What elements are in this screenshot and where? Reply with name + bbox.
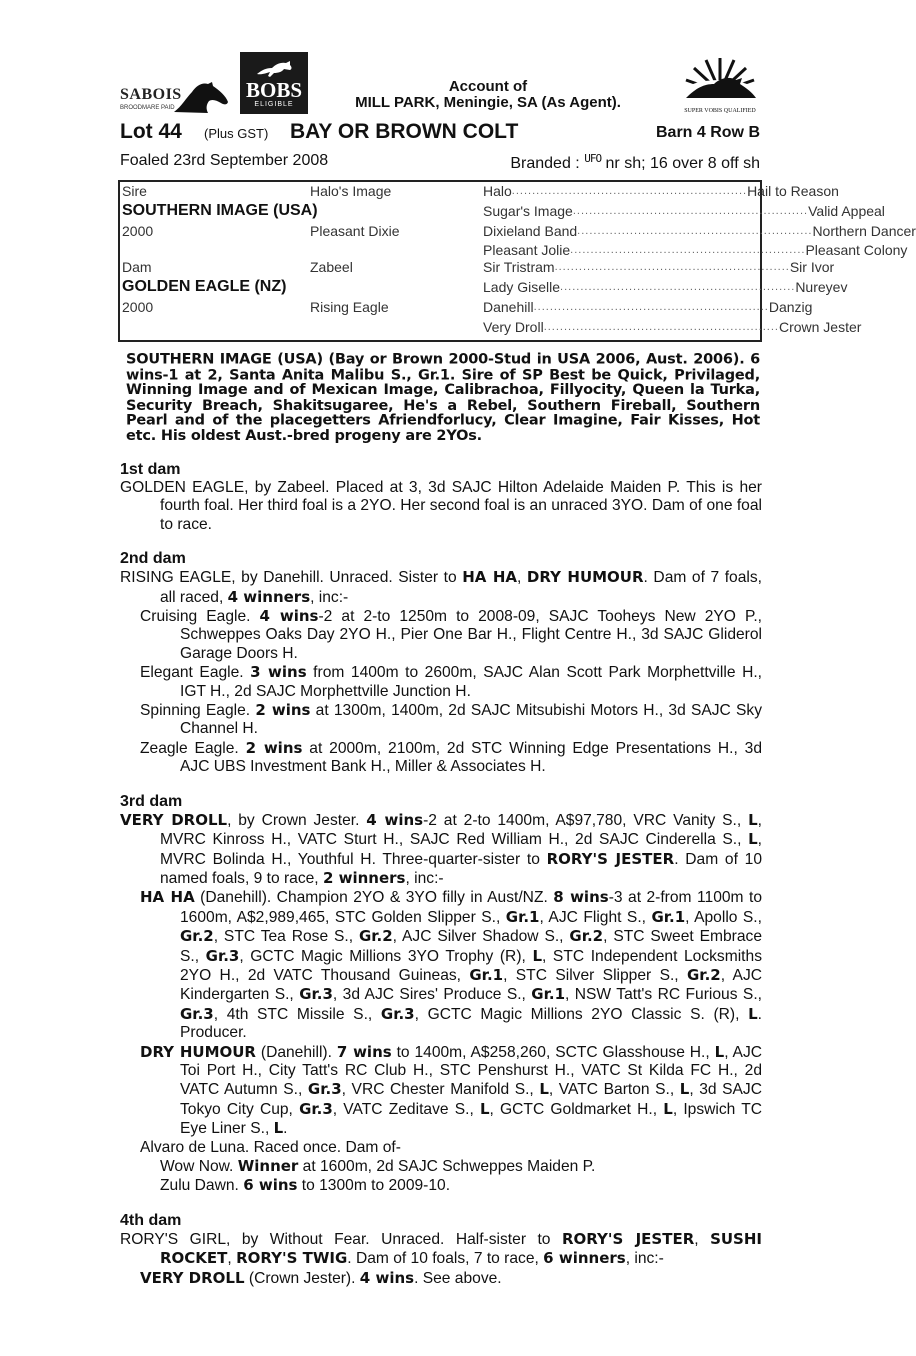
progeny-entry: Cruising Eagle. 4 wins-2 at 2-to 1250m to 2008-09, SAJC Tooheys New 2YO P., Schweppes Oaks Day 2YO H., Pier One Bar H., Flight Centre H., 3d SAJC Gliderol Garage Doors H. [140,607,763,662]
progeny-entry: Alvaro de Luna. Raced once. Dam of- [140,1138,401,1156]
lot-description: BAY OR BROWN COLT [290,120,519,143]
ancestor-row: Lady Giselle .......................................................... Nureyev [483,279,848,295]
fourth-dam-intro: RORY'S GIRL, by Without Fear. Unraced. Half-sister to RORY'S JESTER, SUSHI ROCKET, RORY'S TWIG. Dam of 10 foals, 7 to race, 6 winners, inc:- [120,1229,762,1268]
fourth-dam-section: 4th dam RORY'S GIRL, by Without Fear. Unraced. Half-sister to RORY'S JESTER, SUSHI ROCKET, RORY'S TWIG. Dam of 10 foals, 7 to race, 6 winners, inc:- VERY DROLL (Crown Jester). 4 wins. See above. [120,1211,762,1287]
pedigree-box: Sire SOUTHERN IMAGE (USA) 2000 Halo's Image Pleasant Dixie Dam GOLDEN EAGLE (NZ) 2000 Zabeel Rising Eagle Halo .......................................................... Hail to Reason Sugar's Image .......................................................... Valid Appeal Dixieland Band .......................................................... Northern Dancer Pleasant Jolie .......................................................... Pleasant Colony Sir Tristram .......................................................... Sir Ivor Lady Giselle .......................................................... Nureyev Danehill .......................................................... Danzig Very Droll .......................................................... Crown Jester [118,180,762,342]
barn-location: Barn 4 Row B [655,124,760,141]
ancestor-row: Pleasant Jolie .......................................................... Pleasant Colony [483,242,908,258]
third-dam-section: 3rd dam VERY DROLL, by Crown Jester. 4 wins-2 at 2-to 1400m, A$97,780, VRC Vanity S., L, MVRC Kinross H., VATC Sturt H., SAJC Red William H., 2d SAJC Cinderella S., L, MVRC Bolinda H., Youthful H. Three-quarter-sister to RORY'S JESTER. Dam of 10 named foals, 9 to race, 2 winners, inc:- HA HA (Danehill). Champion 2YO & 3YO filly in Aust/NZ. 8 wins-3 at 2-from 1100m to 1600m, A$2,989,465, STC Golden Slipper S., Gr.1, AJC Flight S., Gr.1, Apollo S., Gr.2, STC Tea Rose S., Gr.2, AJC Silver Shadow S., Gr.2, STC Sweet Embrace S., Gr.3, GCTC Magic Millions 3YO Trophy (R), L, STC Independent Locksmiths 2YO H., 2d VATC Thousand Guineas, Gr.1, STC Silver Slipper S., Gr.2, AJC Kindergarten S., Gr.3, 3d AJC Sires' Produce S., Gr.1, NSW Tatt's RC Furious S., Gr.3, 4th STC Missile S., Gr.3, GCTC Magic Millions 2YO Classic S. (R), L. Producer. DRY HUMOUR (Danehill). 7 wins to 1400m, A$258,260, SCTC Glasshouse H., L, AJC Toi Port H., City Tatt's RC Club H., STC Penshurst H., VATC St Kilda FC H., 2d VATC Autumn S., Gr.3, VRC Chester Manifold S., L, VATC Barton S., L, 3d SAJC Tokyo City Cup, Gr.3, VATC Zeditave S., L, GCTC Goldmarket H., L, Ipswich TC Eye Liner S., L. Alvaro de Luna. Raced once. Dam of- Wow Now. Winner at 1600m, 2d SAJC Schweppes Maiden P. Zulu Dawn. 6 wins to 1300m to 2009-10. [120,792,763,1195]
progeny-entry: DRY HUMOUR (Danehill). 7 wins to 1400m, A$258,260, SCTC Glasshouse H., L, AJC Toi Port H., City Tatt's RC Club H., STC Penshurst H., VATC St Kilda FC H., 2d VATC Autumn S., Gr.3, VRC Chester Manifold S., L, VATC Barton S., L, 3d SAJC Tokyo City Cup, Gr.3, VATC Zeditave S., L, GCTC Goldmarket H., L, Ipswich TC Eye Liner S., L. [140,1042,763,1138]
second-dam-section: 2nd dam RISING EAGLE, by Danehill. Unraced. Sister to HA HA, DRY HUMOUR. Dam of 7 foals, all raced, 4 winners, inc:- Cruising Eagle. 4 wins-2 at 2-to 1250m to 2008-09, SAJC Tooheys New 2YO P., Schweppes Oaks Day 2YO H., Pier One Bar H., Flight Centre H., 3d SAJC Gliderol Garage Doors H. Elegant Eagle. 3 wins from 1400m to 2600m, SAJC Alan Scott Park Morphettville H., IGT H., 2d SAJC Morphettville Junction H. Spinning Eagle. 2 wins at 1300m, 1400m, 2d SAJC Mitsubishi Motors H., 3d SAJC Sky Channel H. Zeagle Eagle. 2 wins at 2000m, 2100m, 2d STC Winning Edge Presentations H., 3d AJC UBS Investment Bank H., Miller & Associates H. [120,550,763,776]
sunburst-horse-icon [678,52,762,106]
grand-progeny-entry: Wow Now. Winner at 1600m, 2d SAJC Schweppes Maiden P. [160,1157,596,1175]
header-logos [118,50,762,118]
second-dam-intro: RISING EAGLE, by Danehill. Unraced. Sister to HA HA, DRY HUMOUR. Dam of 7 foals, all raced, 4 winners, inc:- [120,568,762,606]
dam-name: GOLDEN EAGLE (NZ) [122,278,287,295]
bobs-eligible-logo: BOBS ELIGIBLE [240,52,308,114]
branded-info: Branded : $^{UFO}$ nr sh; 16 over 8 off sh [510,152,760,172]
first-dam-section: 1st dam GOLDEN EAGLE, by Zabeel. Placed at 3, 3d SAJC Hilton Adelaide Maiden P. This is her fourth foal. Her third foal is a 2YO. Her second foal is an unraced 3YO. Dam of one foal to race. [120,461,762,533]
running-horse-icon [254,58,294,78]
vendor-account: Account of MILL PARK, Meningie, SA (As Agent). [355,78,621,111]
ancestor-row: Danehill .......................................................... Danzig [483,299,813,315]
horse-head-icon [172,80,230,114]
gst-note: (Plus GST) [204,126,269,141]
lot-number: Lot 44 [120,120,182,143]
grand-progeny-entry: Zulu Dawn. 6 wins to 1300m to 2009-10. [160,1176,451,1195]
sire-summary: SOUTHERN IMAGE (USA) (Bay or Brown 2000-Stud in USA 2006, Aust. 2006). 6 wins-1 at 2, Santa Anita Malibu S., Gr.1. Sire of SP Best be Quick, Privilaged, Winning Image and of Mexican Image, Calibrachoa, Fillyocity, Queen la Turka, Security Breach, Shakitsugaree, He's a Rebel, Southern Fireball, Southern Pearl and of the placegetters Afriendforlucy, Clear Imagine, Fair Kisses, Hot etc. His oldest Aust.-bred progeny are 2YOs. [126,351,760,444]
progeny-entry: VERY DROLL (Crown Jester). 4 wins. See above. [140,1268,502,1287]
super-vobis-logo: SUPER VOBIS QUALIFIED [678,52,762,114]
ancestor-row: Sir Tristram .......................................................... Sir Ivor [483,259,835,275]
foaled-date: Foaled 23rd September 2008 [120,152,329,169]
ancestor-row: Sugar's Image .......................................................... Valid Appeal [483,203,885,219]
third-dam-intro: VERY DROLL, by Crown Jester. 4 wins-2 at 2-to 1400m, A$97,780, VRC Vanity S., L, MVRC Kinross H., VATC Sturt H., SAJC Red William H., 2d SAJC Cinderella S., L, MVRC Bolinda H., Youthful H. Three-quarter-sister to RORY'S JESTER. Dam of 10 named foals, 9 to race, 2 winners, inc:- [120,810,762,887]
ancestor-row: Very Droll .......................................................... Crown Jester [483,319,862,335]
sabois-logo: SABOIS BROODMARE PAID [120,80,230,114]
sire-name: SOUTHERN IMAGE (USA) [122,202,318,219]
progeny-entry: Spinning Eagle. 2 wins at 1300m, 1400m, 2d SAJC Mitsubishi Motors H., 3d SAJC Sky Channel H. [140,701,762,738]
progeny-entry: Zeagle Eagle. 2 wins at 2000m, 2100m, 2d STC Winning Edge Presentations H., 3d AJC UBS Investment Bank H., Miller & Associates H. [140,738,762,776]
lot-line [118,120,762,150]
ancestor-row: Dixieland Band .......................................................... Northern Dancer [483,223,916,239]
ancestor-row: Halo .......................................................... Hail to Reason [483,183,839,199]
progeny-entry: HA HA (Danehill). Champion 2YO & 3YO filly in Aust/NZ. 8 wins-3 at 2-from 1100m to 1600m, A$2,989,465, STC Golden Slipper S., Gr.1, AJC Flight S., Gr.1, Apollo S., Gr.2, STC Tea Rose S., Gr.2, AJC Silver Shadow S., Gr.2, STC Sweet Embrace S., Gr.3, GCTC Magic Millions 3YO Trophy (R), L, STC Independent Locksmiths 2YO H., 2d VATC Thousand Guineas, Gr.1, STC Silver Slipper S., Gr.2, AJC Kindergarten S., Gr.3, 3d AJC Sires' Produce S., Gr.1, NSW Tatt's RC Furious S., Gr.3, 4th STC Missile S., Gr.3, GCTC Magic Millions 2YO Classic S. (R), L. Producer. [140,888,763,1042]
catalogue-page [118,50,916,1288]
brand-mark: UFO [584,152,602,165]
progeny-entry: Elegant Eagle. 3 wins from 1400m to 2600m, SAJC Alan Scott Park Morphettville H., IGT H., 2d SAJC Morphettville Junction H. [140,663,762,700]
foal-line [118,150,762,176]
